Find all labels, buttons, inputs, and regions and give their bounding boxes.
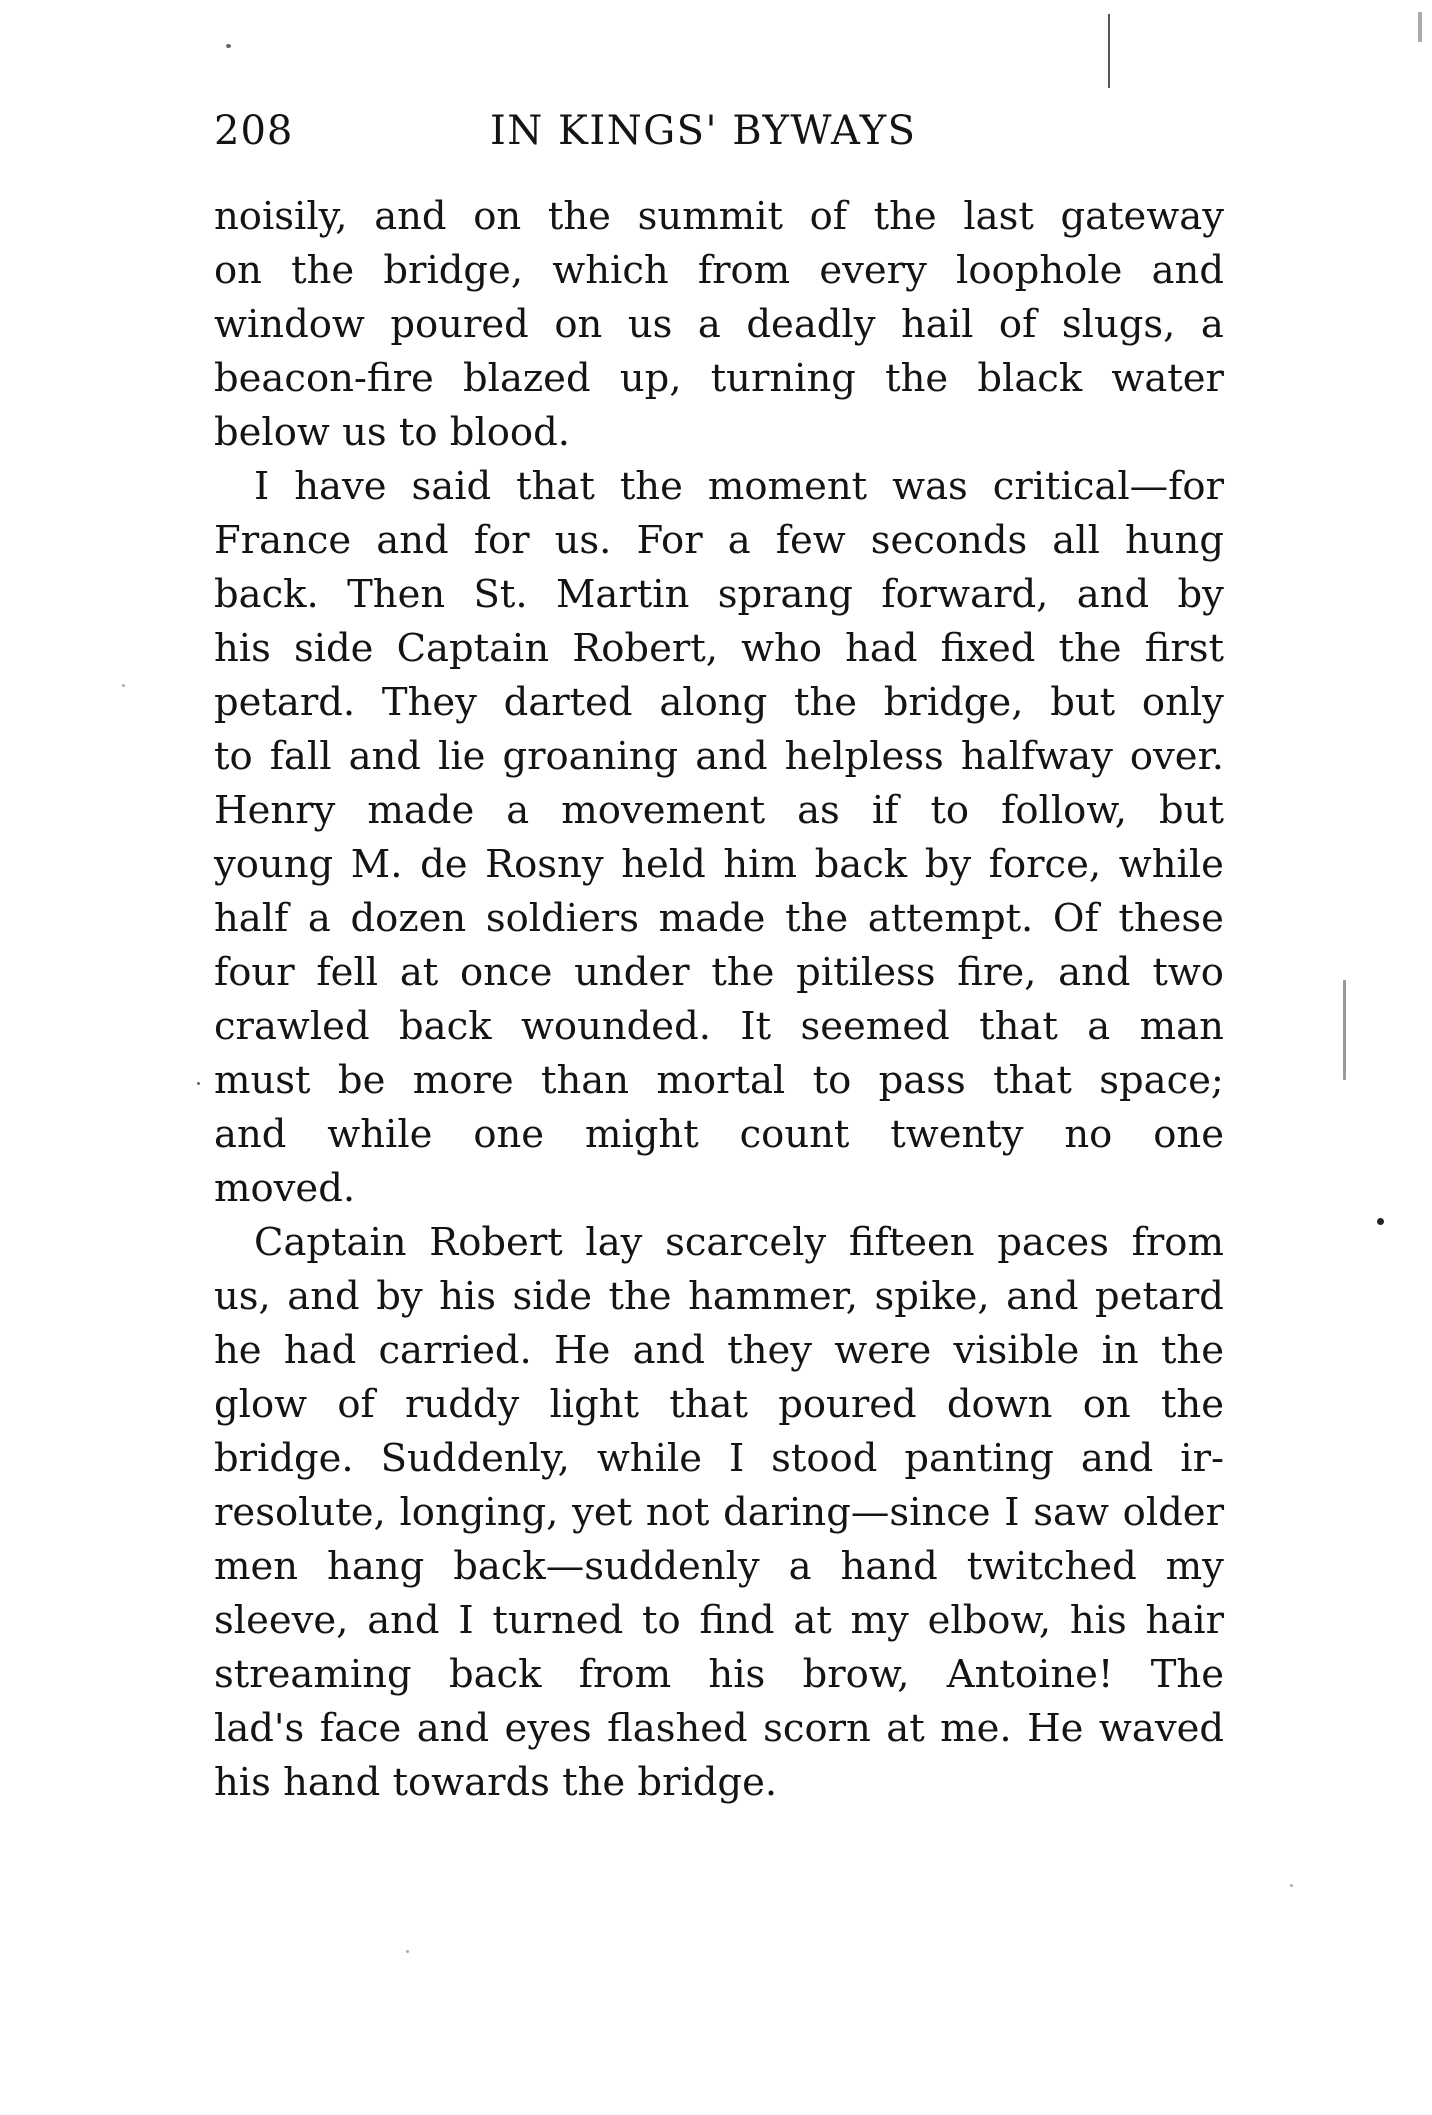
text-line: his side Captain Robert, who had fixed the first [214, 626, 1224, 671]
text-line: crawled back wounded. It seemed that a man [214, 1004, 1224, 1049]
text-line: young M. de Rosny held him back by force, while [214, 842, 1224, 887]
text-line: window poured on us a deadly hail of slugs, a [214, 302, 1224, 347]
paragraph [214, 460, 1224, 1216]
page-number: 208 [214, 108, 294, 154]
scan-artifact-speck [197, 1082, 200, 1085]
text-line: resolute, longing, yet not daring—since I saw older [214, 1490, 1224, 1535]
text-line: he had carried. He and they were visible in the [214, 1328, 1224, 1373]
text-line: streaming back from his brow, Antoine! The [214, 1652, 1224, 1697]
text-line: men hang back—suddenly a hand twitched my [214, 1544, 1224, 1589]
text-line: Henry made a movement as if to follow, but [214, 788, 1224, 833]
body-text [214, 190, 1224, 1810]
scan-artifact-speck [1377, 1218, 1384, 1225]
scan-artifact-speck [122, 684, 125, 687]
text-line: Captain Robert lay scarcely fifteen paces from [254, 1220, 1224, 1265]
text-line: and while one might count twenty no one [214, 1112, 1224, 1157]
text-line: below us to blood. [214, 410, 570, 455]
text-line: half a dozen soldiers made the attempt. Of these [214, 896, 1224, 941]
scan-artifact-speck [406, 1950, 409, 1953]
text-line: on the bridge, which from every loophole and [214, 248, 1224, 293]
text-line: his hand towards the bridge. [214, 1760, 778, 1805]
running-head [214, 108, 1224, 158]
text-line: bridge. Suddenly, while I stood panting and ir- [214, 1436, 1224, 1481]
text-line: glow of ruddy light that poured down on the [214, 1382, 1224, 1427]
text-line: petard. They darted along the bridge, but only [214, 680, 1224, 725]
text-line: France and for us. For a few seconds all hung [214, 518, 1224, 563]
running-title: IN KINGS' BYWAYS [490, 108, 917, 154]
text-line: back. Then St. Martin sprang forward, and by [214, 572, 1224, 617]
scan-artifact-speck [1343, 980, 1346, 1080]
text-line: sleeve, and I turned to find at my elbow, his hair [214, 1598, 1224, 1643]
text-line: beacon-fire blazed up, turning the black water [214, 356, 1224, 401]
paragraph [214, 1216, 1224, 1810]
scan-artifact-speck [226, 44, 231, 48]
scan-artifact-speck [1418, 12, 1422, 42]
text-line: moved. [214, 1166, 356, 1211]
text-line: I have said that the moment was critical—for [254, 464, 1224, 509]
text-line: us, and by his side the hammer, spike, and petard [214, 1274, 1224, 1319]
text-line: to fall and lie groaning and helpless halfway over. [214, 734, 1224, 779]
scan-artifact-line [1108, 14, 1110, 88]
text-line: noisily, and on the summit of the last gateway [214, 194, 1224, 239]
text-line: four fell at once under the pitiless fire, and two [214, 950, 1224, 995]
paragraph [214, 190, 1224, 460]
scan-artifact-speck [1290, 1884, 1293, 1887]
text-line: lad's face and eyes flashed scorn at me. He waved [214, 1706, 1224, 1751]
text-line: must be more than mortal to pass that space; [214, 1058, 1224, 1103]
